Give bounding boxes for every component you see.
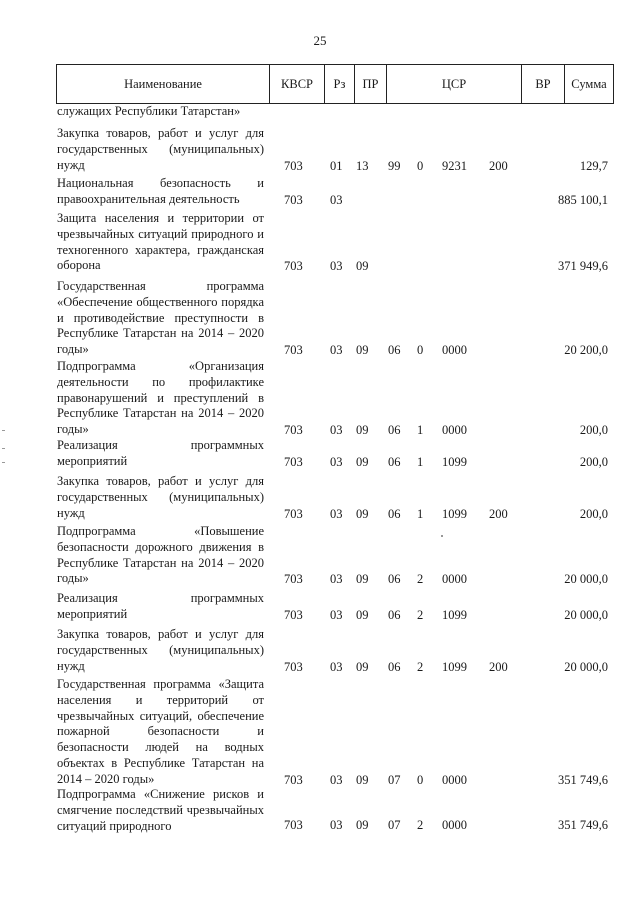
pr-cell: 13 (356, 158, 369, 173)
header-sum: Сумма (571, 77, 607, 91)
csr-code-cell: 0000 (442, 772, 467, 787)
csr-program-cell: 06 (388, 659, 401, 674)
table-row (0, 591, 640, 623)
csr-program-cell: 06 (388, 423, 401, 438)
csr-subprogram-cell: 1 (417, 506, 424, 521)
vr-cell: 200 (489, 158, 508, 173)
row-name: Реализация программных мероприятий (57, 591, 264, 621)
pr-cell: 09 (356, 572, 369, 587)
header-vr: ВР (522, 65, 565, 103)
header-name: Наименование (57, 65, 270, 103)
pr-cell: 09 (356, 454, 369, 469)
sum-cell: 200,0 (579, 423, 608, 438)
scan-mark (2, 430, 5, 431)
table-row (0, 474, 640, 521)
kvsr-cell: 703 (284, 607, 303, 622)
rz-cell: 03 (330, 659, 343, 674)
table-row (0, 627, 640, 674)
header-csr: ЦСР (387, 65, 522, 103)
csr-subprogram-cell: 1 (417, 454, 424, 469)
sum-cell: 20 200,0 (564, 343, 608, 358)
rz-cell: 01 (330, 158, 343, 173)
header-pr: ПР (355, 65, 387, 103)
rz-cell: 03 (330, 818, 343, 833)
csr-program-cell: 07 (388, 818, 401, 833)
csr-subprogram-cell: 0 (417, 343, 424, 358)
sum-cell: 200,0 (579, 506, 608, 521)
csr-code-cell: 1099 (442, 607, 467, 622)
sum-cell: 20 000,0 (564, 572, 608, 587)
table-row (0, 524, 640, 587)
table-row (0, 176, 640, 208)
header-kvsr: КВСР (270, 65, 325, 103)
pr-cell: 09 (356, 818, 369, 833)
pr-cell: 09 (356, 772, 369, 787)
sum-cell: 371 949,6 (558, 259, 608, 274)
header-rz: Рз (325, 65, 355, 103)
sum-cell: 20 000,0 (564, 659, 608, 674)
rz-cell: 03 (330, 772, 343, 787)
sum-cell: 885 100,1 (558, 192, 608, 207)
pr-cell: 09 (356, 607, 369, 622)
kvsr-cell: 703 (284, 343, 303, 358)
pr-cell: 09 (356, 659, 369, 674)
row-name: Подпрограмма «Снижение рисков и смягчение последствий чрезвычайных ситуаций природного (57, 787, 264, 833)
kvsr-cell: 703 (284, 454, 303, 469)
csr-code-cell: 0000 (442, 423, 467, 438)
row-name: Государственная программа «Защита населения и территорий от чрезвычайных ситуаций, обеспечение пожарной безопасности и безопасности людей на водных объектах в Республике Татарстан на 2014 – 2020 годы» (57, 677, 264, 786)
row-name: Национальная безопасность и правоохранительная деятельность (57, 176, 264, 206)
table-row (0, 359, 640, 438)
row-name: Закупка товаров, работ и услуг для государственных (муниципальных) нужд (57, 627, 264, 673)
rz-cell: 03 (330, 259, 343, 274)
page-number: 25 (313, 33, 327, 48)
csr-program-cell: 99 (388, 158, 401, 173)
csr-subprogram-cell: 2 (417, 572, 424, 587)
sum-cell: 20 000,0 (564, 607, 608, 622)
csr-code-cell: 0000 (442, 818, 467, 833)
kvsr-cell: 703 (284, 158, 303, 173)
sum-cell: 200,0 (579, 454, 608, 469)
rz-cell: 03 (330, 192, 343, 207)
csr-program-cell: 06 (388, 506, 401, 521)
csr-code-cell: 1099 (442, 506, 467, 521)
csr-subprogram-cell: 0 (417, 772, 424, 787)
scan-mark (2, 462, 5, 463)
table-row (0, 211, 640, 274)
kvsr-cell: 703 (284, 423, 303, 438)
pr-cell: 09 (356, 423, 369, 438)
sum-cell: 351 749,6 (558, 818, 608, 833)
table-row (0, 787, 640, 834)
csr-subprogram-cell: 1 (417, 423, 424, 438)
csr-code-cell: 1099 (442, 454, 467, 469)
kvsr-cell: 703 (284, 772, 303, 787)
sum-cell: 129,7 (579, 158, 608, 173)
csr-code-cell: 9231 (442, 158, 467, 173)
vr-cell: 200 (489, 506, 508, 521)
table-row (0, 104, 640, 120)
csr-program-cell: 06 (388, 343, 401, 358)
pr-cell: 09 (356, 259, 369, 274)
kvsr-cell: 703 (284, 818, 303, 833)
rz-cell: 03 (330, 572, 343, 587)
csr-program-cell: 07 (388, 772, 401, 787)
table-row (0, 677, 640, 788)
csr-subprogram-cell: 0 (417, 158, 424, 173)
csr-program-cell: 06 (388, 454, 401, 469)
row-name: Государственная программа «Обеспечение общественного порядка и противодействие преступности в Республике Татарстан на 2014 – 2020 годы» (57, 279, 264, 357)
csr-code-cell: 0000 (442, 343, 467, 358)
row-name: Защита населения и территории от чрезвычайных ситуаций природного и техногенного характера, гражданская оборона (57, 211, 264, 273)
row-name: Подпрограмма «Повышение безопасности дорожного движения в Республике Татарстан на 2014 – 2020 годы» (57, 524, 264, 586)
kvsr-cell: 703 (284, 506, 303, 521)
csr-subprogram-cell: 2 (417, 659, 424, 674)
rz-cell: 03 (330, 506, 343, 521)
scan-mark (2, 448, 5, 449)
csr-subprogram-cell: 2 (417, 818, 424, 833)
kvsr-cell: 703 (284, 259, 303, 274)
row-name: Подпрограмма «Организация деятельности по профилактике правонарушений и преступлений в Республике Татарстан на 2014 – 2020 годы» (57, 359, 264, 437)
table-row (0, 126, 640, 173)
scan-dot (441, 535, 443, 537)
csr-program-cell: 06 (388, 607, 401, 622)
table-row (0, 279, 640, 358)
kvsr-cell: 703 (284, 572, 303, 587)
pr-cell: 09 (356, 506, 369, 521)
row-name: Реализация программных мероприятий (57, 438, 264, 468)
vr-cell: 200 (489, 659, 508, 674)
sum-cell: 351 749,6 (558, 772, 608, 787)
csr-program-cell: 06 (388, 572, 401, 587)
kvsr-cell: 703 (284, 192, 303, 207)
csr-code-cell: 1099 (442, 659, 467, 674)
csr-subprogram-cell: 2 (417, 607, 424, 622)
row-name: Закупка товаров, работ и услуг для государственных (муниципальных) нужд (57, 126, 264, 172)
rz-cell: 03 (330, 423, 343, 438)
rz-cell: 03 (330, 454, 343, 469)
pr-cell: 09 (356, 343, 369, 358)
row-name: Закупка товаров, работ и услуг для государственных (муниципальных) нужд (57, 474, 264, 520)
rz-cell: 03 (330, 607, 343, 622)
table-row (0, 438, 640, 470)
row-name: служащих Республики Татарстан» (57, 104, 241, 118)
kvsr-cell: 703 (284, 659, 303, 674)
csr-code-cell: 0000 (442, 572, 467, 587)
rz-cell: 03 (330, 343, 343, 358)
